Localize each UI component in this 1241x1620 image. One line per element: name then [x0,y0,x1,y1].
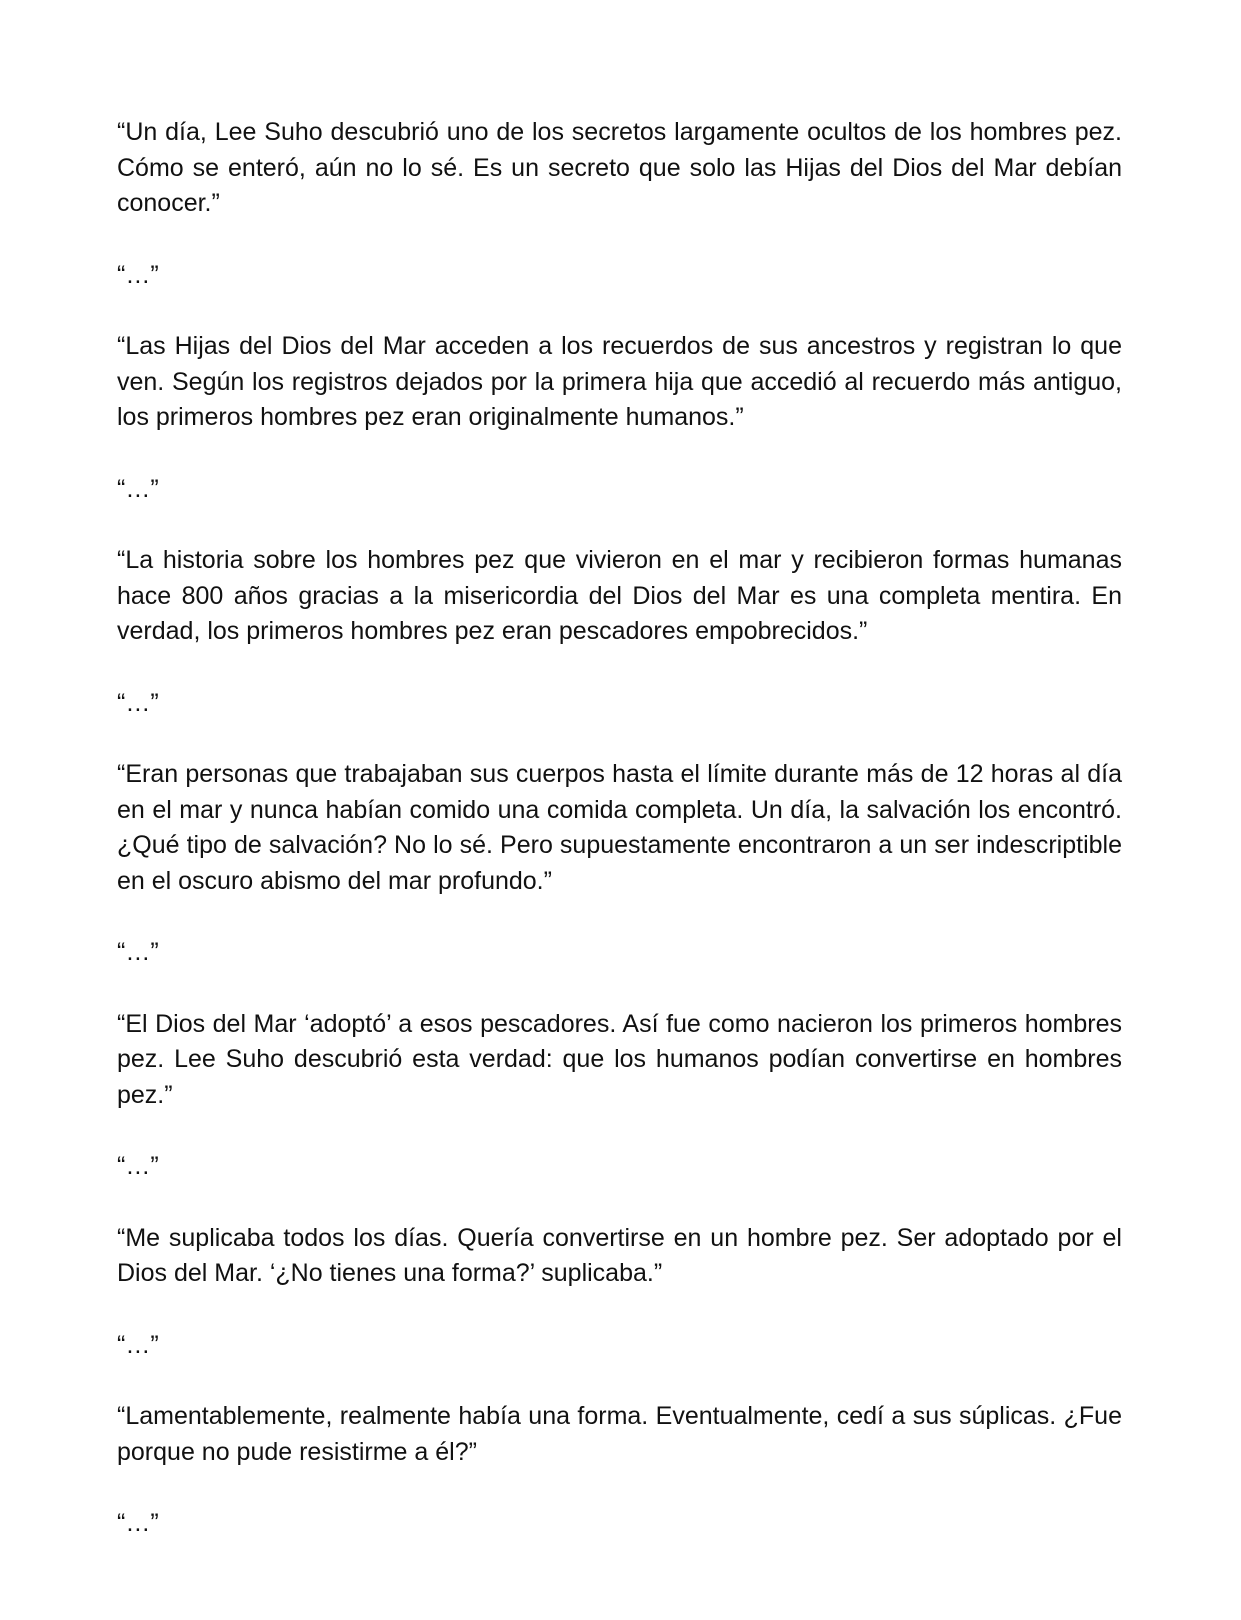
ellipsis-line: “…” [117,938,159,966]
paragraph: “Me suplicaba todos los días. Quería convertirse en un hombre pez. Ser adoptado por el Dios del Mar. ‘¿No tienes una forma?’ suplicaba.” [117,1223,1122,1287]
document-body [117,115,1122,1578]
ellipsis-line: “…” [117,688,159,717]
ellipsis-line: “…” [117,1330,159,1359]
ellipsis-line: “…” [117,1152,159,1180]
paragraph: “La historia sobre los hombres pez que vivieron en el mar y recibieron formas humanas hace 800 años gracias a la misericordia del Dios del Mar es una completa mentira. En verdad, los primeros hombres pez eran pescadores empobrecidos.” [117,546,1122,645]
paragraph: “El Dios del Mar ‘adoptó’ a esos pescadores. Así fue como nacieron los primeros hombres pez. Lee Suho descubrió esta verdad: que los humanos podían convertirse en hombres pez.” [117,1009,1122,1109]
ellipsis-line: “…” [117,260,159,289]
ellipsis-line: “…” [117,474,159,503]
paragraph: “Las Hijas del Dios del Mar acceden a los recuerdos de sus ancestros y registran lo que ven. Según los registros dejados por la primera hija que accedió al recuerdo más antiguo, los primeros hombres pez eran originalmente humanos.” [117,332,1122,431]
paragraph: “Un día, Lee Suho descubrió uno de los secretos largamente ocultos de los hombres pez. Cómo se enteró, aún no lo sé. Es un secreto que solo las Hijas del Dios del Mar debían conocer.” [117,118,1122,217]
ellipsis-line: “…” [117,1509,159,1537]
paragraph: “Eran personas que trabajaban sus cuerpos hasta el límite durante más de 12 horas al día en el mar y nunca habían comido una comida completa. Un día, la salvación los encontró. ¿Qué tipo de salvación? No lo sé. Pero supuestamente encontraron a un ser indescriptible en el oscuro abismo del mar profundo.” [117,760,1122,895]
paragraph: “Lamentablemente, realmente había una forma. Eventualmente, cedí a sus súplicas. ¿Fue porque no pude resistirme a él?” [117,1402,1122,1466]
